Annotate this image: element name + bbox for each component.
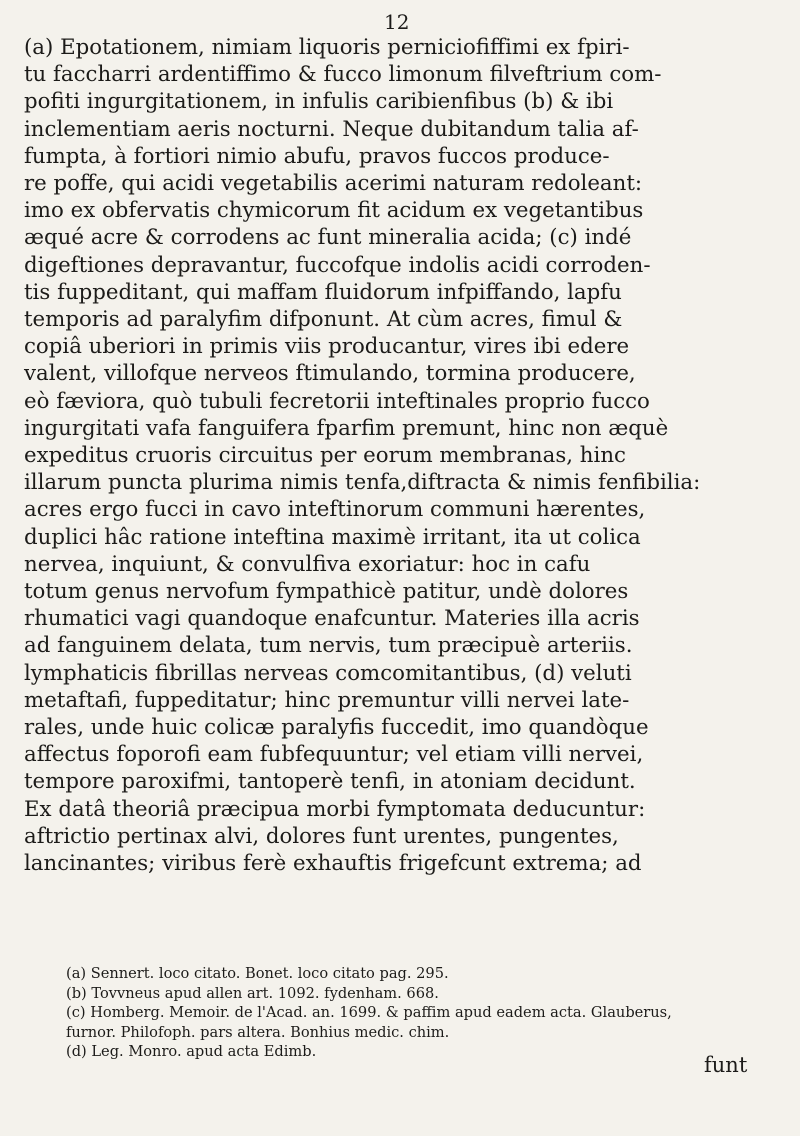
text-line: lancinantes; viribus ferè exhauftis frigefcunt extrema; ad (24, 851, 642, 877)
text-line: rales, unde huic colicæ paralyfis fuccedit, imo quandòque (24, 715, 649, 741)
body-text (24, 34, 776, 877)
text-line: pofiti ingurgitationem, in infulis caribienfibus (b) & ibi (24, 89, 614, 115)
text-line: imo ex obfervatis chymicorum fit acidum ex vegetantibus (24, 198, 644, 224)
text-line: illarum puncta plurima nimis tenfa,diftracta & nimis fenfibilia: (24, 470, 701, 496)
footnote-d: (d) Leg. Monro. apud acta Edimb. (66, 1043, 317, 1060)
text-line: acres ergo fucci in cavo inteftinorum communi hærentes, (24, 497, 646, 523)
text-line: tempore paroxifmi, tantoperè tenfi, in atoniam decidunt. (24, 769, 636, 795)
text-line: æqué acre & corrodens ac funt mineralia acida; (c) indé (24, 225, 632, 251)
text-line: (a) Epotationem, nimiam liquoris perniciofiffimi ex fpiri- (24, 35, 630, 60)
text-line: duplici hâc ratione inteftina maximè irritant, ita ut colica (24, 524, 641, 550)
text-line: valent, villofque nerveos ftimulando, tormina producere, (24, 361, 636, 387)
text-line: copiâ uberiori in primis viis producantur, vires ibi edere (24, 334, 630, 360)
footnote-a: (a) Sennert. loco citato. Bonet. loco citato pag. 295. (66, 965, 449, 982)
text-line: ad fanguinem delata, tum nervis, tum præcipuè arteriis. (24, 633, 633, 659)
footnote-c-continued: furnor. Philofoph. pars altera. Bonhius medic. chim. (66, 1023, 450, 1041)
catchword: funt (704, 1053, 748, 1077)
text-line: expeditus cruoris circuitus per eorum membranas, hinc (24, 443, 626, 469)
text-line: inclementiam aeris nocturni. Neque dubitandum talia af- (24, 116, 639, 142)
text-line: nervea, inquiunt, & convulfiva exoriatur: hoc in cafu (24, 551, 591, 577)
text-line: tis fuppeditant, qui maffam fluidorum infpiffando, lapfu (24, 279, 622, 305)
text-line: Ex datâ theoriâ præcipua morbi fymptomata deducuntur: (24, 796, 646, 822)
text-line: digeftiones depravantur, fuccofque indolis acidi corroden- (24, 252, 651, 278)
text-line: temporis ad paralyfim difponunt. At cùm acres, fimul & (24, 307, 623, 333)
text-line: totum genus nervofum fympathicè patitur, undè dolores (24, 579, 629, 605)
text-line: metaftafi, fuppeditatur; hinc premuntur villi nervei late- (24, 687, 630, 713)
text-line: re poffe, qui acidi vegetabilis acerimi naturam redoleant: (24, 171, 643, 197)
footnote-b: (b) Tovvneus apud allen art. 1092. fydenham. 668. (66, 984, 439, 1002)
text-line: eò fæviora, quò tubuli fecretorii inteftinales proprio fucco (24, 388, 650, 414)
text-line: ingurgitati vafa fanguifera fparfim premunt, hinc non æquè (24, 415, 669, 441)
text-line: fumpta, à fortiori nimio abufu, pravos fuccos produce- (24, 143, 610, 169)
text-line: lymphaticis fibrillas nerveas comcomitantibus, (d) veluti (24, 660, 632, 686)
footnotes (66, 964, 766, 1062)
text-line: affectus foporofi eam fubfequuntur; vel etiam villi nervei, (24, 742, 644, 768)
page-number: 12 (384, 10, 410, 34)
text-line: tu faccharri ardentiffimo & fucco limonum filveftrium com- (24, 62, 662, 88)
footnote-c: (c) Homberg. Memoir. de l'Acad. an. 1699. & paffim apud eadem acta. Glauberus, (66, 1004, 672, 1021)
text-line: rhumatici vagi quandoque enafcuntur. Materies illa acris (24, 606, 640, 632)
text-line: aftrictio pertinax alvi, dolores funt urentes, pungentes, (24, 823, 619, 849)
